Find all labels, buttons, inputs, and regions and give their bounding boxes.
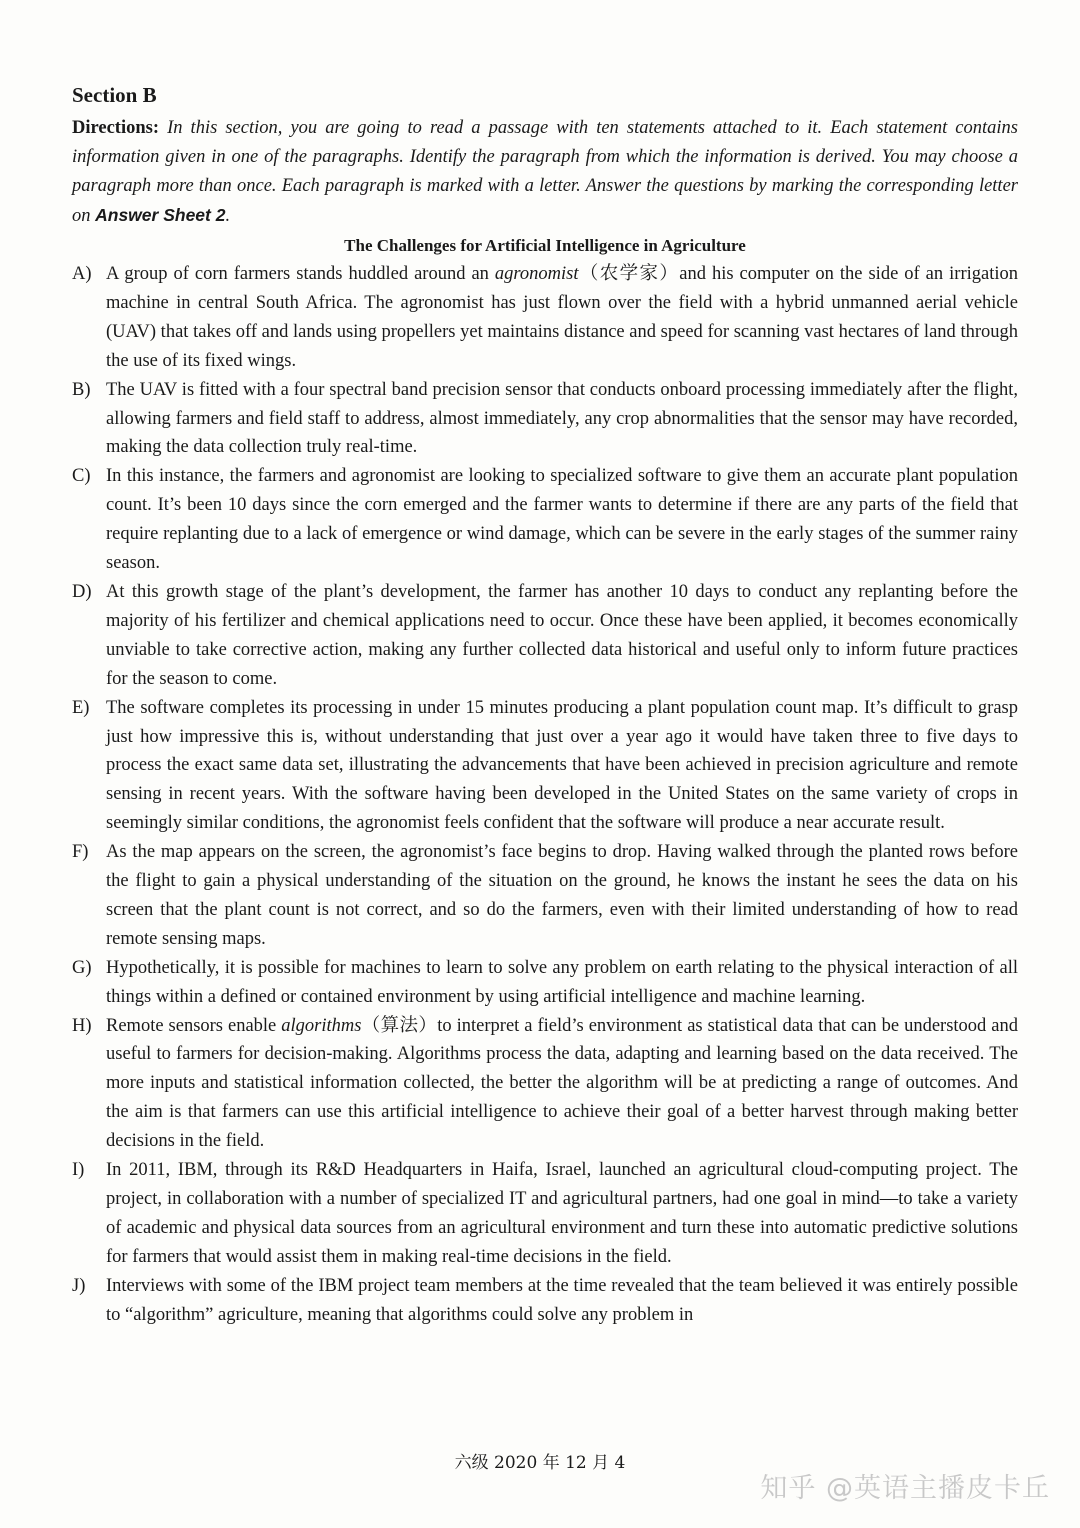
- paragraph-f: [72, 838, 1018, 954]
- paragraph-text: As the map appears on the screen, the agronomist’s face begins to drop. Having walked through the planted rows before the flight to gain a physical understanding of the situation on the ground, he knows the instant he sees the data on his screen that the plant count is not correct, and so do the farmers, even with their limited understanding of how to read remote sensing maps.: [106, 842, 1018, 949]
- paragraph-letter: H): [72, 1015, 92, 1036]
- paragraph-j: [72, 1272, 1018, 1330]
- directions-text: In this section, you are going to read a passage with ten statements attached to it. Each statement contains information given in one of the paragraphs. Identify the paragraph from which the information is derived. You may choose a paragraph more than once. Each paragraph is marked with a letter. Answer the questions by marking the corresponding letter on: [72, 118, 1018, 226]
- paragraph-text: At this growth stage of the plant’s development, the farmer has another 10 days to conduct any replanting before the majority of his fertilizer and chemical applications need to occur. Once these have been applied, it becomes economically unviable to take corrective action, making any further collected data historical and useful only to inform future practices for the season to come.: [106, 581, 1018, 689]
- chinese-gloss: （农学家）: [578, 264, 680, 284]
- document-page: [72, 82, 1018, 1330]
- paragraph-text: [106, 1012, 1018, 1157]
- paragraph-text: Hypothetically, it is possible for machines to learn to solve any problem on earth relating to the physical interaction of all things within a defined or contained environment by using artificial intelligence and machine learning.: [106, 957, 1018, 1007]
- paragraph-a: [72, 260, 1018, 376]
- paragraph-letter: D): [72, 581, 92, 602]
- watermark: 知乎 @英语主播皮卡丘: [760, 1473, 1050, 1504]
- page-footer: 六级 2020 年 12 月 4: [454, 1453, 626, 1473]
- paragraph-letter: B): [72, 379, 91, 400]
- paragraph-text: In 2011, IBM, through its R&D Headquarters in Haifa, Israel, launched an agricultural cloud-computing project. The project, in collaboration with a number of specialized IT and agricultural partners, had one goal in mind—to take a variety of academic and physical data sources from an agricultural environment and turn these into automatic predictive solutions for farmers that would assist them in making real-time decisions in the field.: [106, 1160, 1018, 1267]
- paragraph-text: Interviews with some of the IBM project team members at the time revealed that the team believed it was entirely possible to “algorithm” agriculture, meaning that algorithms could solve any problem in: [106, 1275, 1018, 1325]
- paragraph-letter: C): [72, 466, 91, 487]
- paragraph-letter: F): [72, 842, 89, 863]
- paragraph-c: [72, 462, 1018, 578]
- glossed-term: algorithms: [281, 1015, 362, 1036]
- paragraph-text: The software completes its processing in under 15 minutes producing a plant population count map. It’s difficult to grasp just how impressive this is, without understanding that just over a year ago it would have taken three to five days to process the exact same data set, illustrating the advancements that have been achieved in precision agriculture and remote sensing in recent years. With the software having been developed in the United States on the same variety of crops in seemingly similar conditions, the agronomist feels confident that the software will produce a near accurate result.: [106, 697, 1018, 834]
- paragraph-text-part: and his computer on the side of an irrigation machine in central South Africa. The agronomist has just flown over the field with a hybrid unmanned aerial vehicle (UAV) that takes off and lands using propellers yet maintains distance and speed for scanning vast hectares of land through the use of its fixed wings.: [106, 264, 1018, 371]
- chinese-gloss: （算法）: [361, 1015, 438, 1036]
- directions-label: Directions:: [72, 118, 159, 138]
- paragraph-i: [72, 1156, 1018, 1272]
- paragraph-e: [72, 694, 1018, 839]
- paragraph-text: [106, 260, 1018, 376]
- paragraph-b: [72, 376, 1018, 463]
- glossed-term: agronomist: [494, 264, 579, 284]
- paragraph-text-part: Remote sensors enable: [106, 1015, 282, 1036]
- paragraph-text: The UAV is fitted with a four spectral band precision sensor that conducts onboard processing immediately after the flight, allowing farmers and field staff to address, almost immediately, any crop abnormalities that the sensor may have recorded, making the data collection truly real-time.: [106, 379, 1018, 458]
- paragraph-letter: G): [72, 957, 92, 978]
- directions-end: .: [225, 206, 231, 226]
- paragraph-h: [72, 1012, 1018, 1157]
- paragraph-text-part: A group of corn farmers stands huddled around an: [106, 264, 495, 284]
- answer-sheet-label: Answer Sheet 2: [95, 205, 226, 225]
- paragraph-text-part: to interpret a field’s environment as statistical data that can be understood and useful to farmers for decision-making. Algorithms process the data, adapting and learning based on the data received. The more inputs and statistical information collected, the better the algorithm will be at predicting a range of outcomes. And the aim is that farmers can use this artificial intelligence to achieve their goal of a better harvest through making better decisions in the field.: [106, 1015, 1018, 1152]
- paragraph-text: In this instance, the farmers and agronomist are looking to specialized software to give them an accurate plant population count. It’s been 10 days since the corn emerged and the farmer wants to determine if there are any parts of the field that require replanting due to a lack of emergence or wind damage, which can be severe in the early stages of the summer rainy season.: [106, 466, 1018, 574]
- passage-title: The Challenges for Artificial Intelligence in Agriculture: [344, 236, 746, 255]
- paragraph-letter: A): [72, 264, 92, 284]
- paragraph-letter: I): [72, 1160, 85, 1181]
- paragraph-letter: J): [72, 1275, 86, 1296]
- section-title: Section B: [72, 83, 157, 107]
- directions: [72, 114, 1018, 231]
- paragraph-g: [72, 954, 1018, 1012]
- paragraph-d: [72, 578, 1018, 694]
- paragraph-letter: E): [72, 697, 90, 718]
